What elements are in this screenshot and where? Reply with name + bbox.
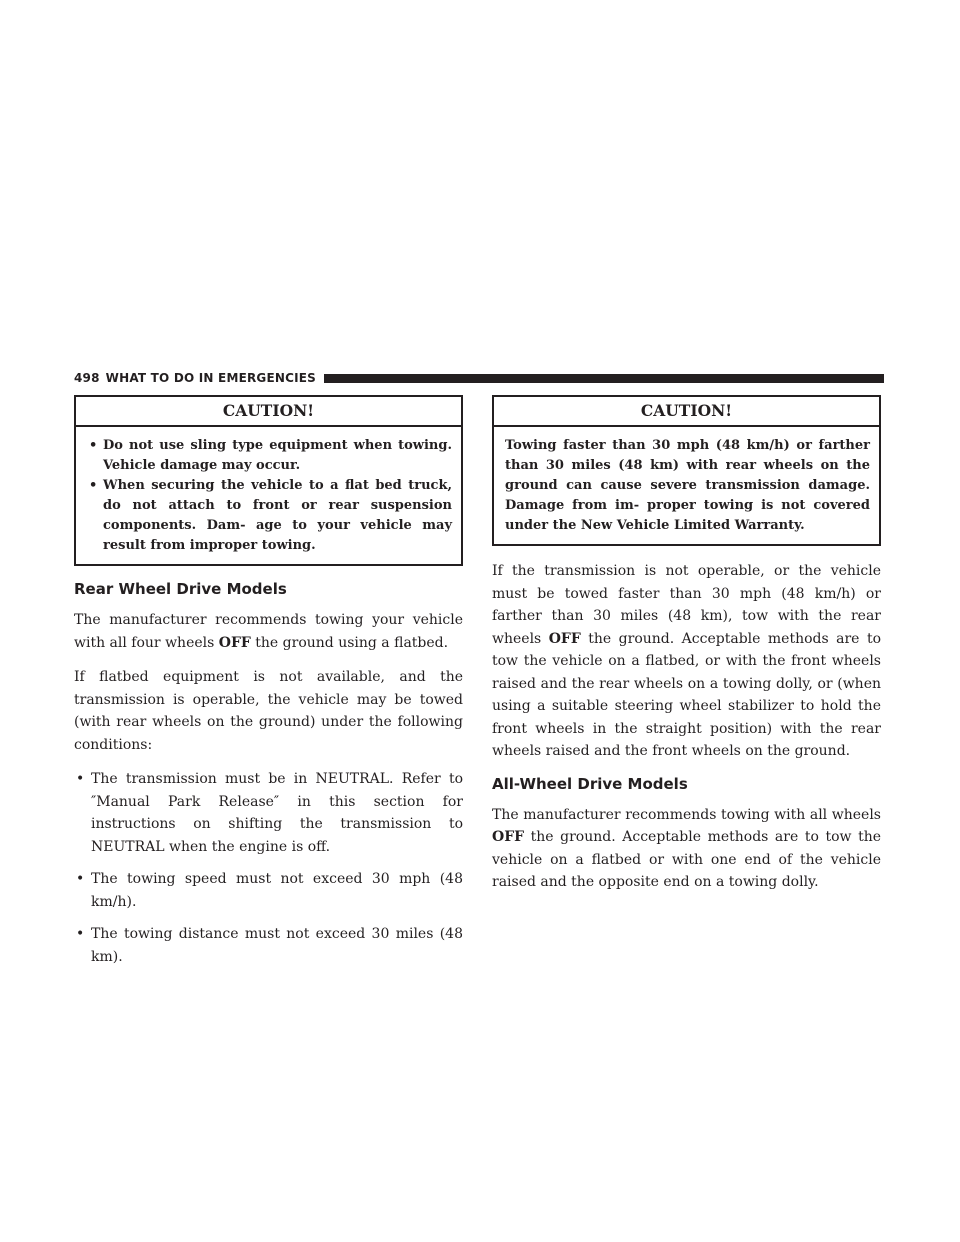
page-number: 498: [74, 371, 100, 385]
text-run: The manufacturer recommends towing with all wheels: [492, 806, 881, 823]
caution-body: [76, 427, 461, 564]
left-column: [74, 395, 463, 978]
caution-bullet: • When securing the vehicle to a flat bed truck, do not attach to front or rear suspension components. Dam- age to your vehicle may result from improper towing.: [87, 476, 452, 556]
caution-title: CAUTION!: [76, 397, 461, 427]
section-heading-awd: All-Wheel Drive Models: [492, 774, 688, 793]
right-column: [492, 395, 881, 906]
text-run: The manufacturer recommends towing your vehicle with all four wheels: [74, 612, 463, 651]
page-header: [74, 370, 884, 386]
paragraph: [492, 560, 881, 763]
caution-box-right: [492, 395, 881, 546]
paragraph: If flatbed equipment is not available, and the transmission is operable, the vehicle may be towed (with rear wheels on the ground) under the following conditions:: [74, 669, 463, 753]
bold-term: OFF: [492, 829, 525, 845]
header-rule: [324, 374, 884, 383]
list-item: • The towing distance must not exceed 30 miles (48 km).: [74, 923, 463, 968]
conditions-list: [74, 768, 463, 968]
text-run: the ground using a flatbed.: [250, 634, 449, 651]
paragraph: [492, 804, 881, 894]
paragraph: [74, 609, 463, 654]
list-item: • The towing speed must not exceed 30 mph (48 km/h).: [74, 868, 463, 913]
text-run: the ground. Acceptable methods are to tow the vehicle on a flatbed, or with the front wheels raised and the rear wheels on a towing dolly, or (when using a suitable steering wheel stabilizer to hold the front wheels in the straight position) with the rear wheels raised and the front wheels on the ground.: [492, 630, 881, 759]
caution-bullet: • Do not use sling type equipment when towing. Vehicle damage may occur.: [87, 436, 452, 476]
section-heading-rwd: Rear Wheel Drive Models: [74, 580, 287, 598]
caution-body: Towing faster than 30 mph (48 km/h) or farther than 30 miles (48 km) with rear wheels on the ground can cause severe transmission damage. Damage from im- proper towing is not covered under the New Vehicle Limited Warranty.: [505, 438, 870, 533]
bold-term: OFF: [218, 634, 251, 651]
text-run: the ground. Acceptable methods are to tow the vehicle on a flatbed or with one end of the vehicle raised and the opposite end on a towing dolly.: [492, 829, 881, 890]
caution-box-left: [74, 395, 463, 566]
section-title: WHAT TO DO IN EMERGENCIES: [105, 371, 317, 385]
bold-term: OFF: [548, 630, 581, 647]
list-item: • The transmission must be in NEUTRAL. Refer to ″Manual Park Release″ in this section for instructions on shifting the transmission to NEUTRAL when the engine is off.: [74, 768, 463, 858]
caution-title: CAUTION!: [494, 397, 879, 427]
text-run: If the transmission is not operable, or the vehicle must be towed faster than 30 mph (48 km/h) or farther than 30 miles (48 km), tow with the rear wheels: [492, 563, 881, 647]
